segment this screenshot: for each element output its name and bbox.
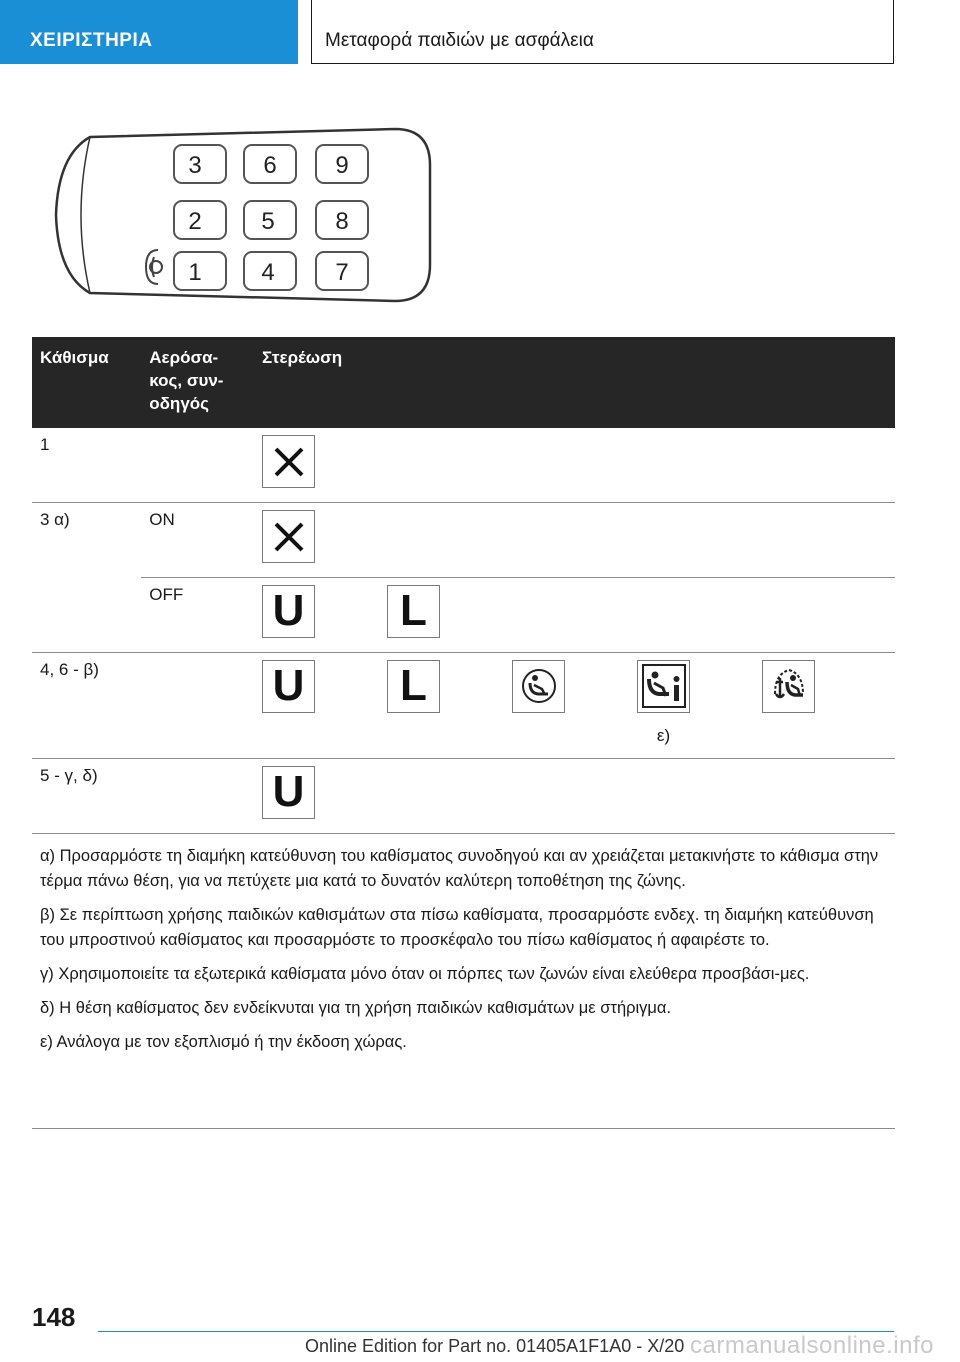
mounting-cell [254, 758, 895, 833]
seat-number: 9 [335, 152, 349, 179]
column-header-airbag: Αερόσα- κος, συν- οδηγός [141, 337, 254, 428]
universal-icon: U [262, 660, 315, 713]
table-row [32, 758, 895, 833]
notes-row [32, 833, 895, 1071]
table-row [32, 577, 895, 652]
seat-cell [32, 577, 141, 652]
table-header-row [32, 337, 895, 428]
section-title: ΧΕΙΡΙΣΤΗΡΙΑ [30, 30, 153, 51]
child-seat-table [32, 337, 895, 1071]
isofix-seat-icon [637, 660, 690, 713]
table-row [32, 503, 895, 578]
footnote: δ) Η θέση καθίσματος δεν ενδείκνυται για τη χρήση παιδικών καθισμάτων με στήριγμα. [40, 998, 672, 1017]
not-suitable-icon [262, 510, 315, 563]
semi-universal-icon: L [387, 585, 440, 638]
seat-number: 3 [188, 152, 202, 179]
column-header-seat: Κάθισμα [32, 337, 141, 428]
not-suitable-icon [262, 435, 315, 488]
mounting-cell [254, 577, 895, 652]
page-title: Μεταφορά παιδιών με ασφάλεια [325, 30, 594, 51]
airbag-cell: ON [149, 510, 175, 529]
table-row [32, 428, 895, 503]
airbag-cell [141, 428, 254, 503]
page-header [311, 0, 894, 64]
footnote: α) Προσαρμόστε τη διαμήκη κατεύθυνση του καθίσματος συνοδηγού και αν χρειάζεται μετακινήστε το κάθισμα στην τέρμα πάνω θέση, για να πετύχετε μια κατά το δυνατόν καλύτερη τοποθέτηση της ζώνης. [40, 846, 879, 890]
watermark: carmanualsonline.info [690, 1332, 934, 1359]
mounting-cell [254, 428, 895, 503]
airbag-cell: OFF [141, 577, 254, 652]
seat-number: 1 [188, 259, 202, 286]
footnote: ε) Ανάλογα με τον εξοπλισμό ή την έκδοση χώρας. [40, 1032, 407, 1051]
seat-cell: 1 [40, 435, 50, 454]
universal-icon: U [262, 585, 315, 638]
airbag-cell [141, 652, 254, 758]
seat-cell: 4, 6 - β) [40, 659, 99, 679]
seat-number: 4 [261, 259, 275, 286]
seat-number: 8 [335, 208, 349, 235]
seat-cell: 5 - γ, δ) [40, 765, 98, 785]
icon-footnote: ε) [656, 725, 671, 745]
page-number: 148 [32, 1302, 76, 1332]
edition-text: Online Edition for Part no. 01405A1F1A0 - X/20 [305, 1336, 685, 1356]
universal-icon: U [262, 766, 315, 819]
notes-divider [32, 1128, 895, 1129]
semi-universal-icon: L [387, 660, 440, 713]
footnote: γ) Χρησιμοποιείτε τα εξωτερικά καθίσματα μόνο όταν οι πόρπες των ζωνών είναι ελεύθερα προσβάσι-μες. [40, 964, 810, 983]
column-header-mounting: Στερέωση [254, 337, 895, 428]
seat-number: 2 [188, 208, 202, 235]
table-row [32, 652, 895, 758]
seat-layout-diagram [50, 125, 435, 307]
footnote: β) Σε περίπτωση χρήσης παιδικών καθισμάτων στα πίσω καθίσματα, προσαρμόστε ενδεχ. τη διαμήκη κατεύθυνση του μπροστινού καθίσματος και προσαρμόστε το προσκέφαλο του πίσω καθίσματος ή αφαιρέστε το. [40, 905, 874, 949]
seat-number: 7 [335, 259, 349, 286]
seat-cell: 3 α) [40, 510, 70, 529]
airbag-cell [141, 758, 254, 833]
mounting-cell [254, 652, 895, 758]
seat-number: 5 [261, 208, 275, 235]
mounting-cell [254, 503, 895, 578]
anchor-seat-icon [762, 660, 815, 713]
section-tab [0, 0, 298, 64]
footnotes [32, 833, 895, 1071]
seat-number: 6 [263, 152, 277, 179]
child-seat-icon [512, 660, 565, 713]
